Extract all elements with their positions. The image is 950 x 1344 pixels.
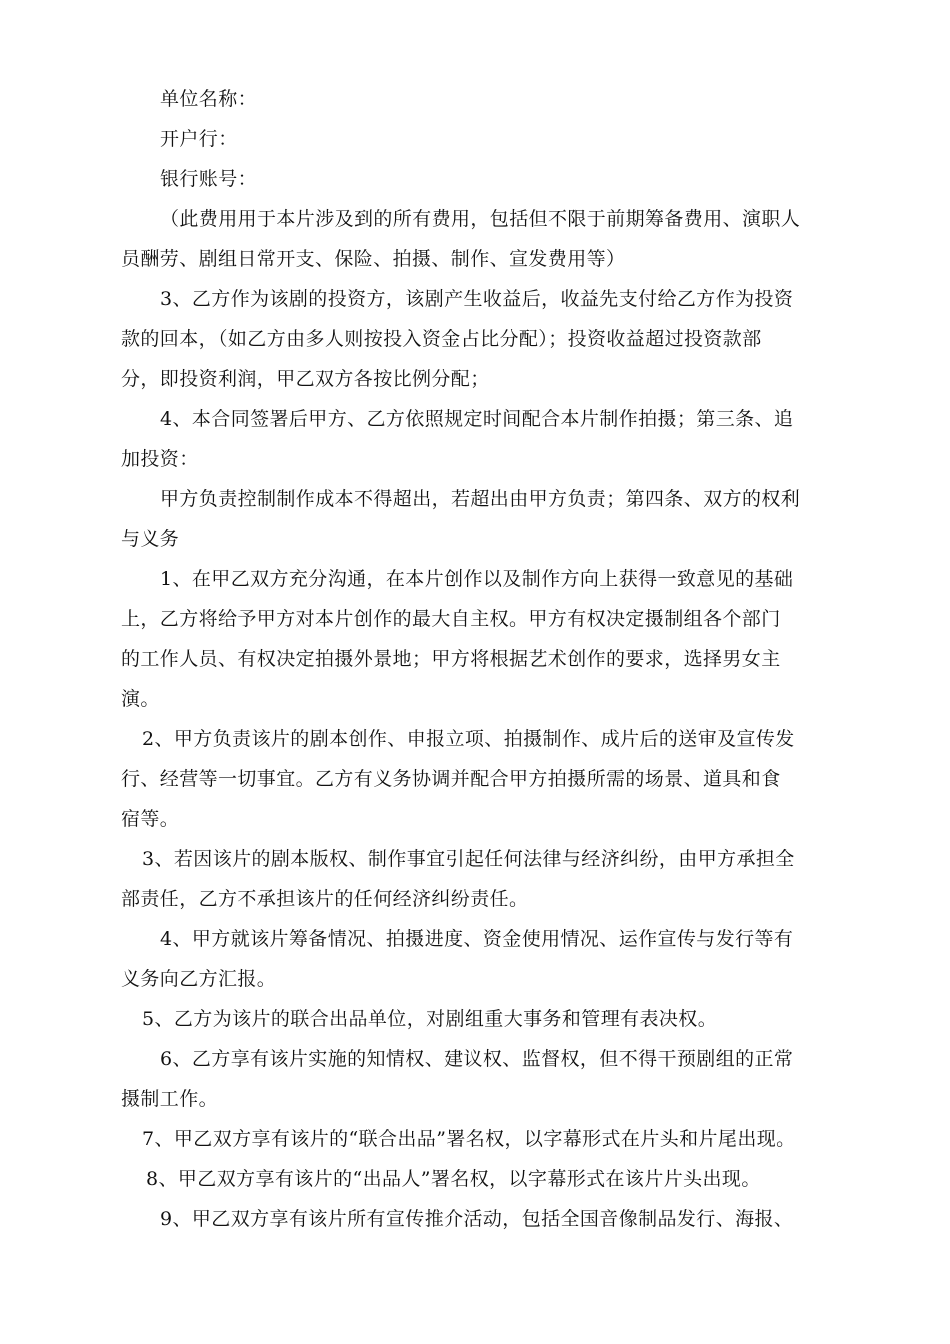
rights-8-line-1: 8、甲乙双方享有该片的“出品人”署名权，以字幕形式在该片片头出现。: [146, 1168, 761, 1190]
field-bank-name: 开户行：: [160, 128, 238, 150]
cost-control-line-2: 与义务: [121, 528, 180, 550]
clause-3-line-1: 3、乙方作为该剧的投资方，该剧产生收益后，收益先支付给乙方作为投资: [160, 288, 794, 310]
rights-2-line-3: 宿等。: [121, 808, 180, 830]
rights-4-line-1: 4、甲方就该片筹备情况、拍摄进度、资金使用情况、运作宣传与发行等有: [160, 928, 794, 950]
rights-2-line-2: 行、经营等一切事宜。乙方有义务协调并配合甲方拍摄所需的场景、道具和食: [121, 768, 781, 790]
rights-1-line-4: 演。: [121, 688, 160, 710]
rights-4-line-2: 义务向乙方汇报。: [121, 968, 277, 990]
fee-note-line-1: （此费用用于本片涉及到的所有费用，包括但不限于前期筹备费用、演职人: [160, 208, 801, 230]
rights-7-line-1: 7、甲乙双方享有该片的“联合出品”署名权，以字幕形式在片头和片尾出现。: [142, 1128, 796, 1150]
rights-6-line-2: 摄制工作。: [121, 1088, 219, 1110]
field-bank-account: 银行账号：: [160, 168, 258, 190]
clause-3-line-3: 分，即投资利润，甲乙双方各按比例分配；: [121, 368, 490, 390]
rights-3-line-2: 部责任，乙方不承担该片的任何经济纠纷责任。: [121, 888, 529, 910]
cost-control-line-1: 甲方负责控制制作成本不得超出，若超出由甲方负责；第四条、双方的权利: [160, 488, 801, 510]
fee-note-line-2: 员酬劳、剧组日常开支、保险、拍摄、制作、宣发费用等）: [121, 248, 626, 270]
rights-1-line-1: 1、在甲乙双方充分沟通，在本片创作以及制作方向上获得一致意见的基础: [160, 568, 794, 590]
field-unit-name: 单位名称：: [160, 88, 258, 110]
clause-3-line-2: 款的回本，（如乙方由多人则按投入资金占比分配）；投资收益超过投资款部: [121, 328, 762, 350]
rights-3-line-1: 3、若因该片的剧本版权、制作事宜引起任何法律与经济纠纷，由甲方承担全: [142, 848, 795, 870]
rights-6-line-1: 6、乙方享有该片实施的知情权、建议权、监督权，但不得干预剧组的正常: [160, 1048, 794, 1070]
rights-1-line-3: 的工作人员、有权决定拍摄外景地；甲方将根据艺术创作的要求，选择男女主: [121, 648, 781, 670]
rights-5-line-1: 5、乙方为该片的联合出品单位，对剧组重大事务和管理有表决权。: [142, 1008, 718, 1030]
rights-9-line-1: 9、甲乙双方享有该片所有宣传推介活动，包括全国音像制品发行、海报、: [160, 1208, 794, 1230]
rights-1-line-2: 上，乙方将给予甲方对本片创作的最大自主权。甲方有权决定摄制组各个部门: [121, 608, 781, 630]
clause-4-line-1: 4、本合同签署后甲方、乙方依照规定时间配合本片制作拍摄；第三条、追: [160, 408, 794, 430]
rights-2-line-1: 2、甲方负责该片的剧本创作、申报立项、拍摄制作、成片后的送审及宣传发: [142, 728, 795, 750]
clause-4-line-2: 加投资：: [121, 448, 199, 470]
